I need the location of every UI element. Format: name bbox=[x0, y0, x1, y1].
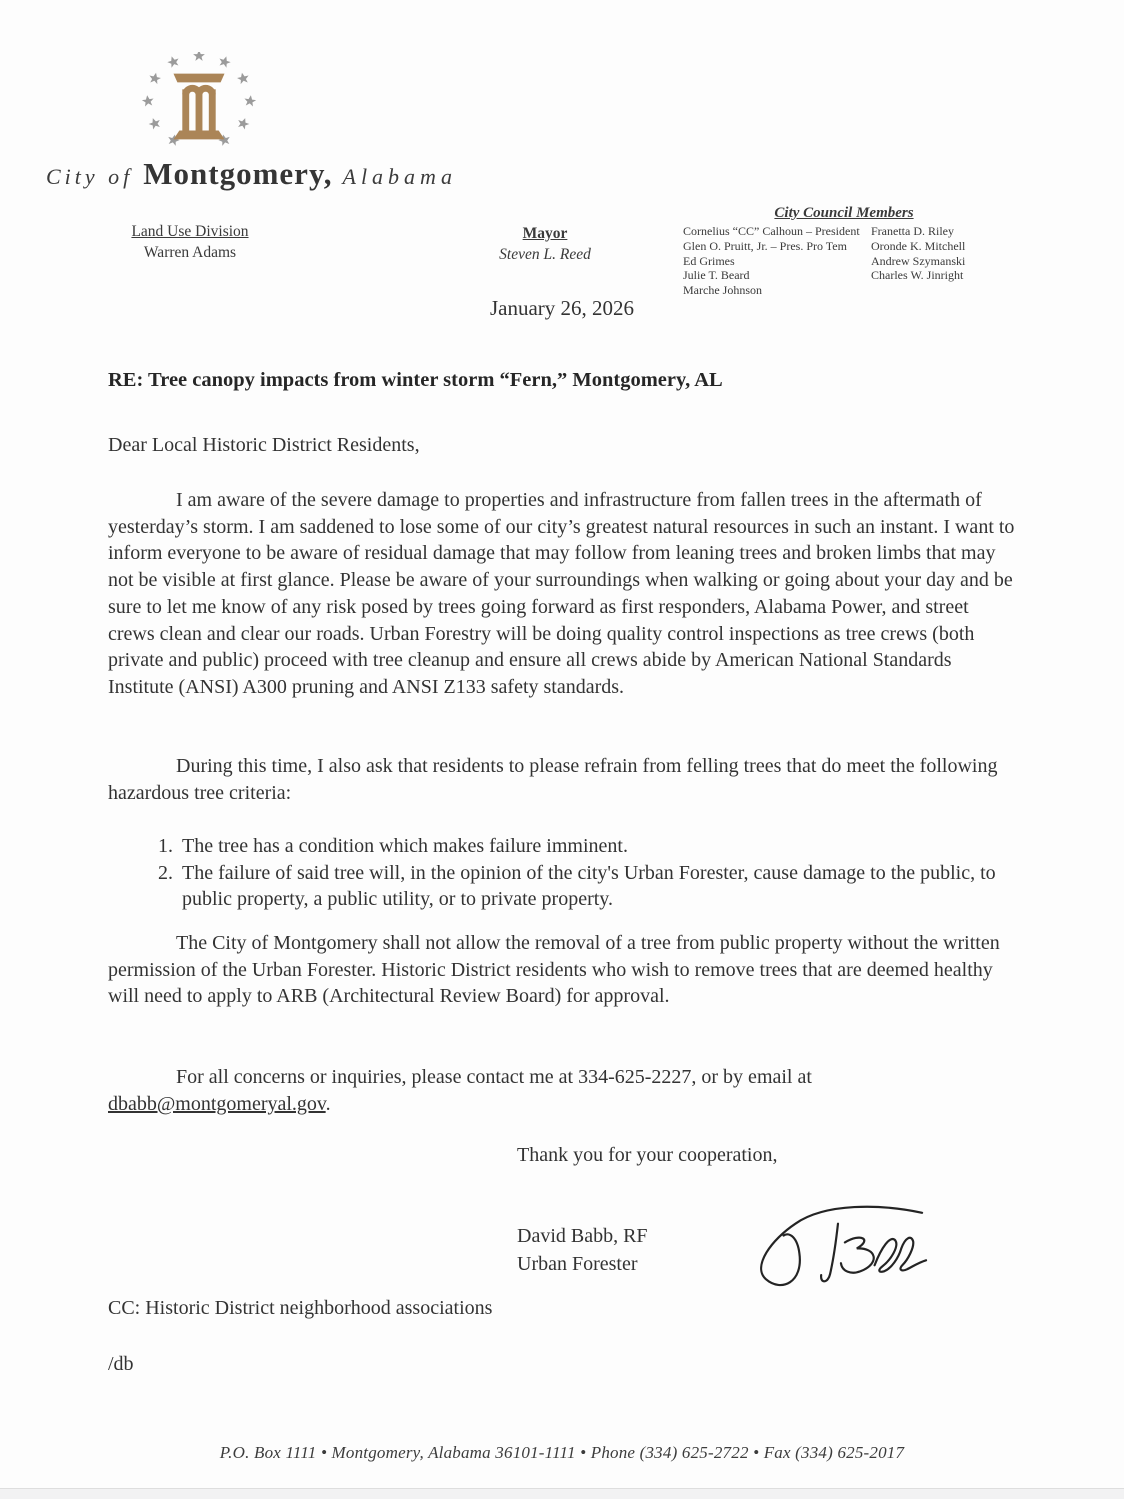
brand-city-of: City of bbox=[46, 164, 134, 189]
council-member: Glen O. Pruitt, Jr. – Pres. Pro Tem bbox=[683, 238, 847, 253]
land-use-division-block bbox=[100, 221, 280, 263]
council-column-2 bbox=[871, 224, 1005, 298]
typist-initials: /db bbox=[108, 1353, 134, 1375]
council-member: Oronde K. Mitchell bbox=[871, 238, 966, 253]
closing-line: Thank you for your cooperation, bbox=[517, 1144, 778, 1166]
column-m-icon bbox=[173, 74, 224, 140]
cc-line: CC: Historic District neighborhood associations bbox=[108, 1297, 493, 1319]
council-column-1 bbox=[683, 224, 871, 298]
council-member: Cornelius “CC” Calhoun – President bbox=[683, 224, 860, 238]
mayor-person: Steven L. Reed bbox=[499, 246, 591, 263]
brand-state: Alabama bbox=[342, 164, 457, 189]
salutation: Dear Local Historic District Residents, bbox=[108, 434, 420, 456]
date-line: January 26, 2026 bbox=[489, 296, 635, 320]
paragraph-4-period: . bbox=[325, 1092, 331, 1115]
city-seal-logo bbox=[140, 52, 258, 160]
council-member: Franetta D. Riley bbox=[871, 224, 954, 238]
mayor-block bbox=[460, 223, 630, 265]
footer-contact-line: P.O. Box 1111 • Montgomery, Alabama 36101-1111 • Phone (334) 625-2722 • Fax (334) 625-2017 bbox=[219, 1443, 905, 1462]
signer-title: Urban Forester bbox=[517, 1253, 638, 1275]
paragraph-4 bbox=[108, 1064, 1020, 1117]
council-member: Andrew Szymanski bbox=[871, 253, 966, 268]
hazard-criteria-item: 2. The failure of said tree will, in the opinion of the city's Urban Forester, cause damage to the public, to public property, a public utility, or to private property. bbox=[178, 860, 1008, 913]
signature bbox=[742, 1188, 930, 1292]
council-member: Julie T. Beard bbox=[683, 268, 750, 283]
council-member: Ed Grimes bbox=[683, 253, 735, 268]
paragraph-1: I am aware of the severe damage to properties and infrastructure from fallen trees in the aftermath of yesterday’s storm. I am saddened to lose some of our city’s greatest natural resources in such an instant. I want to inform everyone to be aware of residual damage that may follow from leaning trees and broken limbs that may not be visible at first glance. Please be aware of your surroundings when walking or going about your day and be sure to let me know of any risk posed by trees going forward as first responders, Alabama Power, and street crews clean and clear our roads. Urban Forestry will be doing quality control inspections as tree crews (both private and public) proceed with tree cleanup and ensure all crews abide by American National Standards Institute (ANSI) A300 pruning and ANSI Z133 safety standards. bbox=[108, 489, 1015, 698]
paragraph-4-text: For all concerns or inquiries, please contact me at 334-625-2227, or by email at bbox=[176, 1066, 812, 1088]
hazard-criteria-item: 1. The tree has a condition which makes failure imminent. bbox=[178, 833, 1008, 860]
paragraph-3: The City of Montgomery shall not allow the removal of a tree from public property without the written permission of the Urban Forester. Historic District residents who wish to remove trees that are deemed healthy will need to apply to ARB (Architectural Review Board) for approval. bbox=[108, 932, 1000, 1008]
land-use-division-title: Land Use Division bbox=[131, 223, 249, 240]
council-member: Charles W. Jinright bbox=[871, 268, 964, 283]
subject-line: RE: Tree canopy impacts from winter storm “Fern,” Montgomery, AL bbox=[108, 369, 723, 391]
council-columns bbox=[683, 224, 1005, 298]
scan-edge-strip bbox=[0, 1488, 1124, 1499]
signer-name: David Babb, RF bbox=[517, 1225, 648, 1247]
signer-block bbox=[517, 1222, 648, 1278]
mayor-title: Mayor bbox=[522, 225, 568, 242]
hazard-criteria-list bbox=[108, 833, 1008, 913]
paragraph-2: During this time, I also ask that residents to please refrain from felling trees that do meet the following hazardous tree criteria: bbox=[108, 755, 998, 804]
brand-line bbox=[46, 156, 457, 192]
council-block bbox=[683, 205, 1005, 298]
council-title: City Council Members bbox=[774, 205, 914, 221]
brand-name: Montgomery, bbox=[143, 156, 333, 191]
land-use-division-person: Warren Adams bbox=[143, 244, 237, 261]
council-member: Marche Johnson bbox=[683, 283, 762, 298]
contact-email-link[interactable]: dbabb@montgomeryal.gov bbox=[108, 1092, 326, 1115]
